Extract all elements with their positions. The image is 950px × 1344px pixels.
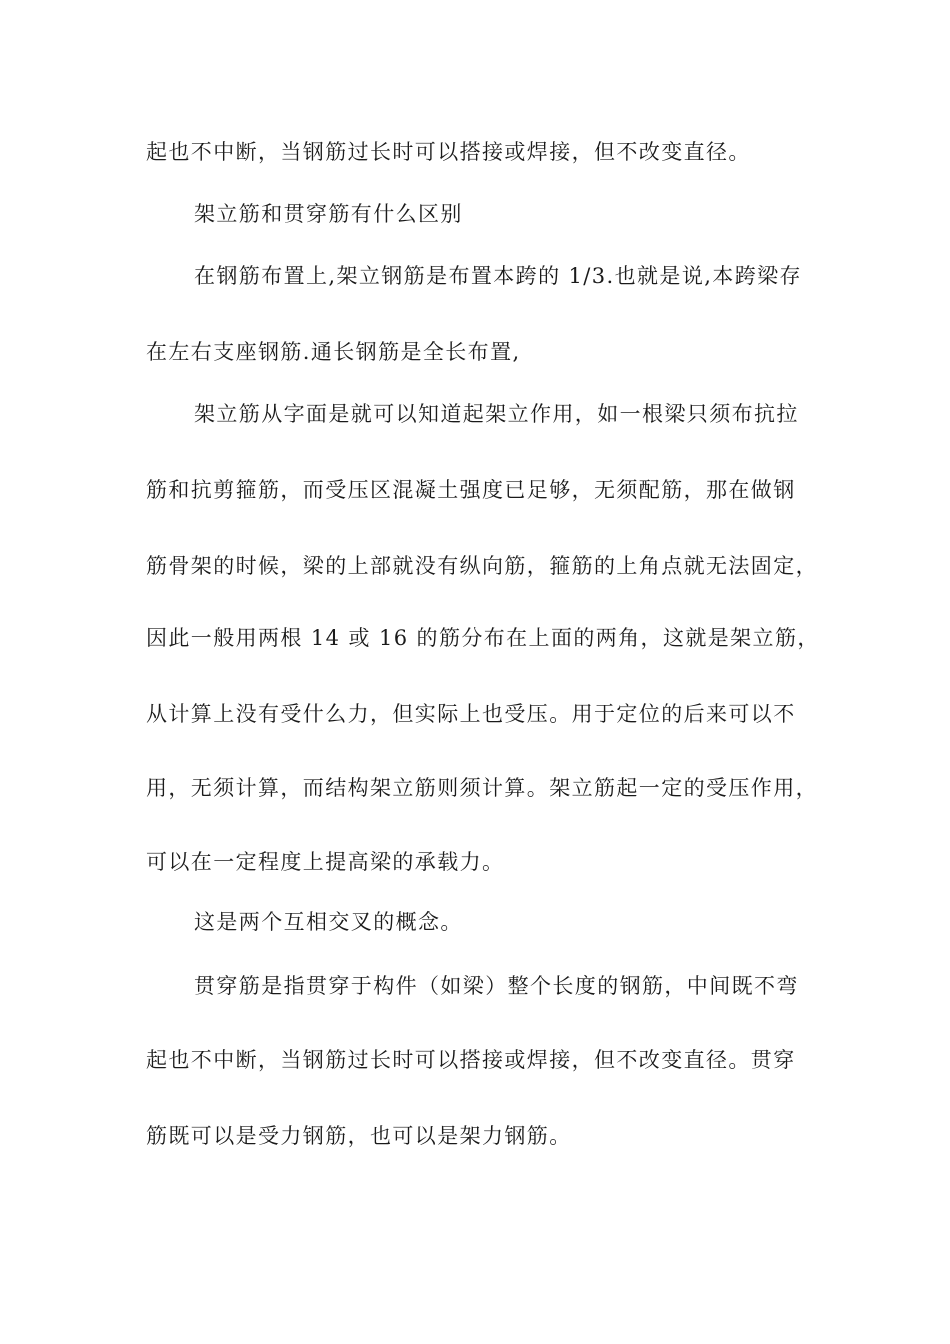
text-line: 在钢筋布置上,架立钢筋是布置本跨的 1/3.也就是说,本跨梁存 [194,264,802,288]
text-line: 起也不中断，当钢筋过长时可以搭接或焊接，但不改变直径。贯穿 [146,1048,796,1072]
text-line: 贯穿筋是指贯穿于构件（如梁）整个长度的钢筋，中间既不弯 [194,974,799,998]
text-line: 因此一般用两根 14 或 16 的筋分布在上面的两角，这就是架立筋， [146,626,820,650]
text-line: 筋骨架的时候，梁的上部就没有纵向筋，箍筋的上角点就无法固定， [146,554,818,578]
text-line: 筋既可以是受力钢筋，也可以是架力钢筋。 [146,1124,572,1148]
text-line: 用，无须计算，而结构架立筋则须计算。架立筋起一定的受压作用， [146,776,818,800]
text-line: 在左右支座钢筋.通长钢筋是全长布置, [146,340,521,364]
text-line: 可以在一定程度上提高梁的承载力。 [146,850,505,874]
text-line: 从计算上没有受什么力，但实际上也受压。用于定位的后来可以不 [146,702,796,726]
text-line: 架立筋从字面是就可以知道起架立作用，如一根梁只须布抗拉 [194,402,799,426]
text-line: 筋和抗剪箍筋，而受压区混凝土强度已足够，无须配筋，那在做钢 [146,478,796,502]
text-line: 这是两个互相交叉的概念。 [194,910,463,934]
text-line: 起也不中断，当钢筋过长时可以搭接或焊接，但不改变直径。 [146,140,751,164]
section-heading: 架立筋和贯穿筋有什么区别 [194,202,463,226]
